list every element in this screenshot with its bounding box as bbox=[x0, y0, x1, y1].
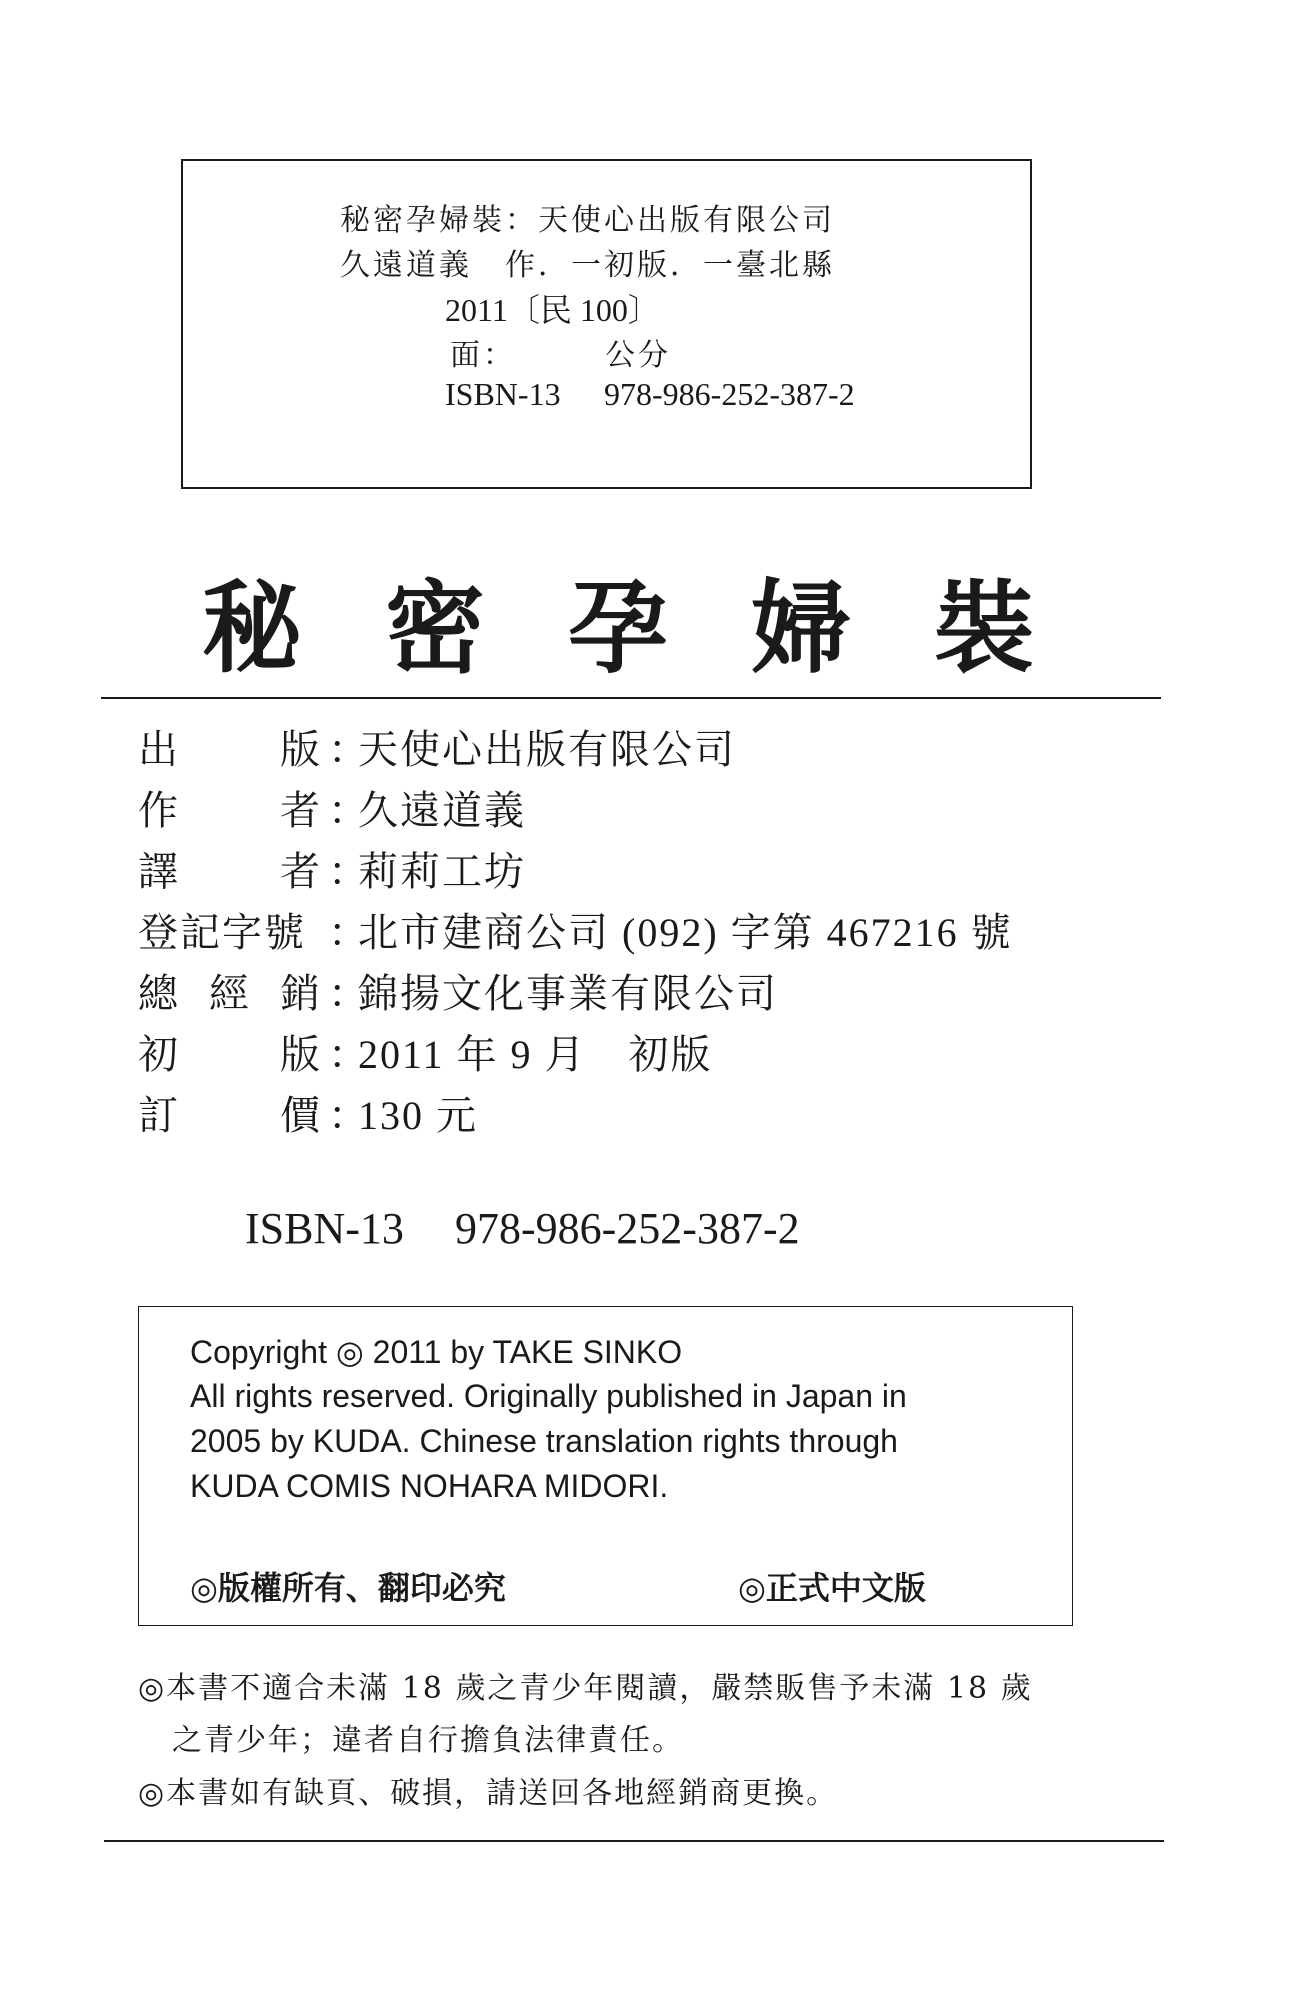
info-label: 總 經 銷 bbox=[138, 971, 320, 1017]
info-label: 初 版 bbox=[138, 1032, 320, 1078]
cip-isbn-label: ISBN-13 bbox=[445, 376, 561, 412]
title-char-2: 密 bbox=[385, 569, 485, 687]
cip-dimension-label: 面： bbox=[450, 338, 516, 373]
title-rule bbox=[101, 697, 1161, 699]
title-char-5: 裝 bbox=[934, 569, 1034, 687]
age-restriction-note-cont: 之青少年；違者自行擔負法律責任。 bbox=[172, 1723, 684, 1758]
translator-value: 莉莉工坊 bbox=[358, 849, 526, 895]
publisher-value: 天使心出版有限公司 bbox=[358, 727, 736, 773]
bottom-rule bbox=[104, 1840, 1164, 1842]
info-label: 登記字號 bbox=[138, 910, 306, 956]
isbn-label: ISBN-13 bbox=[245, 1204, 404, 1253]
cip-dimension-unit: 公分 bbox=[605, 338, 671, 373]
age-restriction-note: ◎本書不適合未滿 18 歲之青少年閱讀，嚴禁販售予未滿 18 歲 bbox=[138, 1671, 1033, 1706]
info-row-publisher: 出 版 ： 天使心出版有限公司 bbox=[138, 727, 736, 773]
info-label: 作 者 bbox=[138, 788, 320, 834]
info-row-price: 訂 價 ： 130 元 bbox=[138, 1093, 478, 1139]
copyright-line-2: All rights reserved. Originally published in Japan in bbox=[190, 1378, 907, 1414]
copyright-line-1: Copyright ◎ 2011 by TAKE SINKO bbox=[190, 1334, 683, 1370]
edition-value: 2011 年 9 月 初版 bbox=[358, 1032, 713, 1077]
isbn-value: 978-986-252-387-2 bbox=[455, 1204, 800, 1253]
official-edition-notice: ◎正式中文版 bbox=[738, 1569, 926, 1607]
info-label: 譯 者 bbox=[138, 849, 320, 895]
cip-year-line: 2011〔民 100〕 bbox=[445, 292, 660, 328]
info-row-distributor: 總 經 銷 ： 錦揚文化事業有限公司 bbox=[138, 971, 778, 1017]
price-value: 130 元 bbox=[358, 1093, 478, 1138]
cip-author-line: 久遠道義 作．一初版．一臺北縣 bbox=[340, 248, 835, 283]
distributor-value: 錦揚文化事業有限公司 bbox=[358, 971, 778, 1017]
registration-value: 北市建商公司 (092) 字第 467216 號 bbox=[358, 910, 1013, 955]
author-value: 久遠道義 bbox=[358, 788, 526, 834]
info-row-author: 作 者 ： 久遠道義 bbox=[138, 788, 526, 834]
rights-reserved-notice: ◎版權所有、翻印必究 bbox=[190, 1569, 506, 1607]
damage-return-note: ◎本書如有缺頁、破損，請送回各地經銷商更換。 bbox=[138, 1776, 839, 1811]
info-label: 出 版 bbox=[138, 727, 320, 773]
cip-isbn-value: 978-986-252-387-2 bbox=[604, 376, 855, 412]
copyright-line-4: KUDA COMIS NOHARA MIDORI. bbox=[190, 1468, 669, 1504]
copyright-line-3: 2005 by KUDA. Chinese translation rights through bbox=[190, 1423, 898, 1459]
title-char-1: 秘 bbox=[202, 569, 302, 687]
info-label: 訂 價 bbox=[138, 1093, 320, 1139]
info-row-translator: 譯 者 ： 莉莉工坊 bbox=[138, 849, 526, 895]
info-row-edition: 初 版 ： 2011 年 9 月 初版 bbox=[138, 1032, 713, 1078]
info-row-registration: 登記字號 ： 北市建商公司 (092) 字第 467216 號 bbox=[138, 910, 1013, 956]
title-char-3: 孕 bbox=[568, 569, 668, 687]
cip-title-line: 秘密孕婦裝：天使心出版有限公司 bbox=[340, 203, 835, 238]
title-char-4: 婦 bbox=[751, 569, 851, 687]
